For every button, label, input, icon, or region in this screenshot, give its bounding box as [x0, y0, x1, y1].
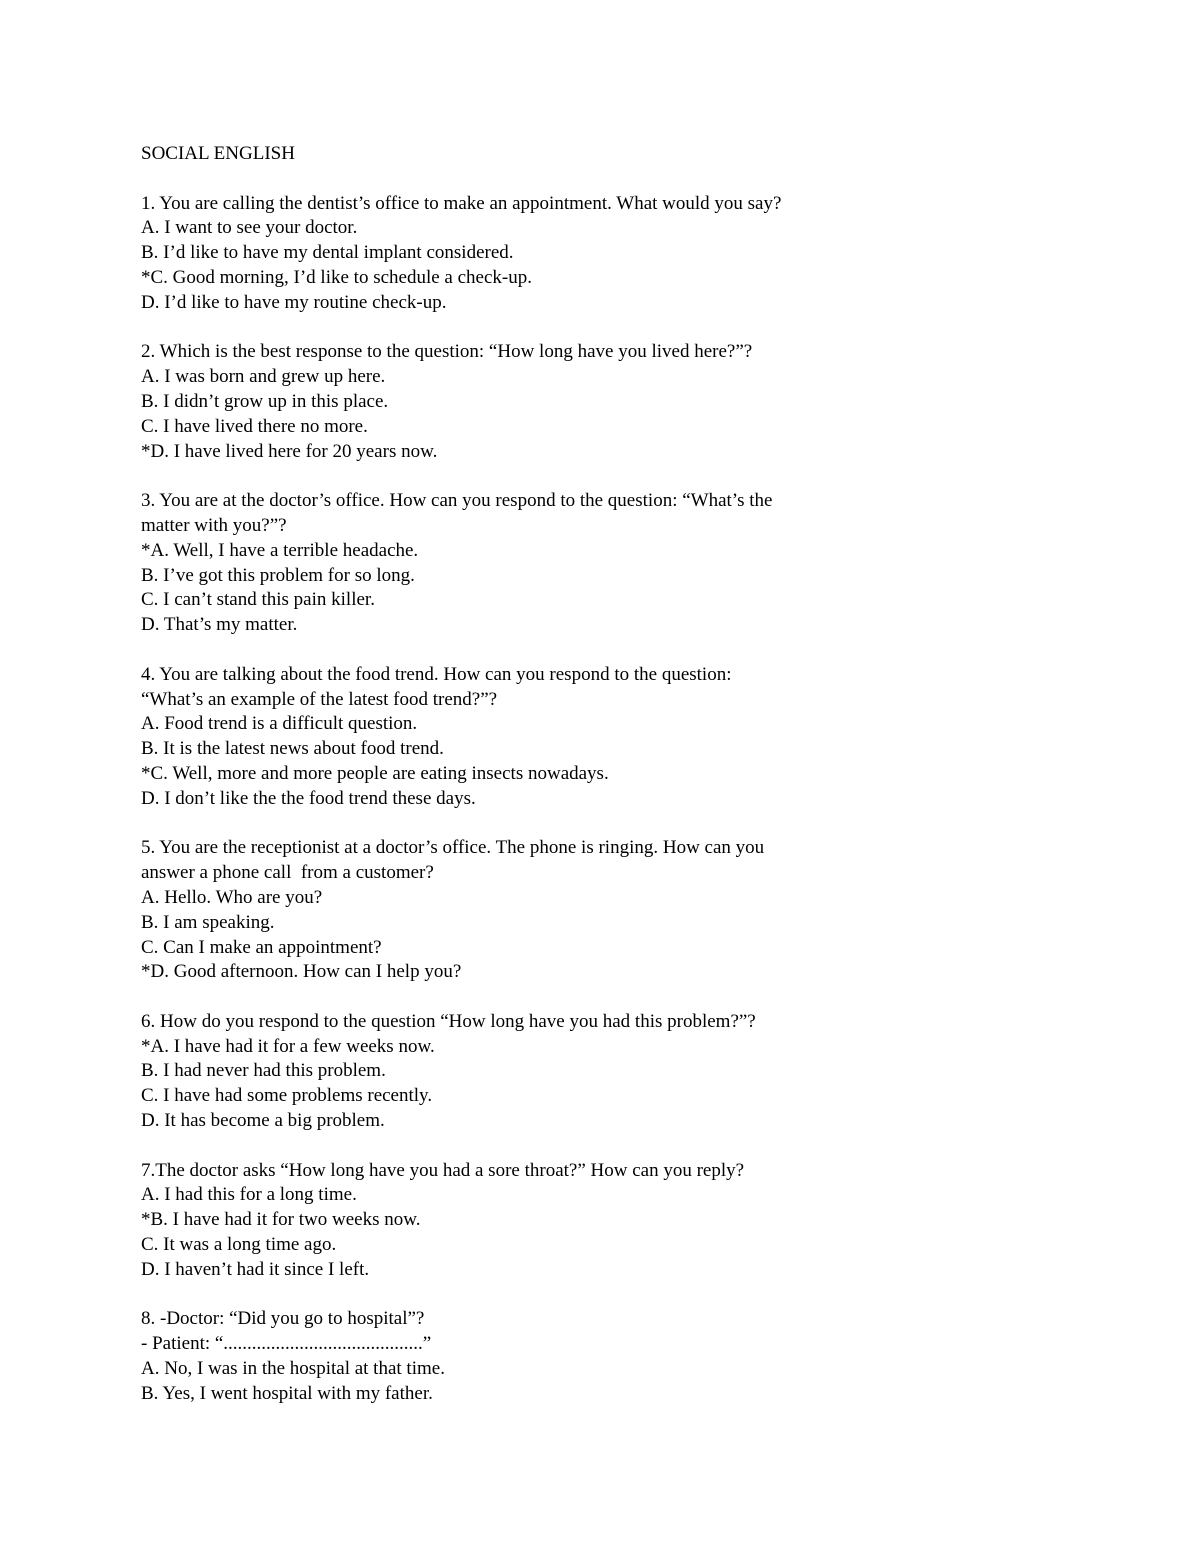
answer-option-correct: *A. Well, I have a terrible headache. — [141, 539, 419, 561]
question-1 — [141, 192, 1081, 316]
answer-option: B. I am speaking. — [141, 911, 275, 933]
answer-option: A. I want to see your doctor. — [141, 217, 358, 239]
question-text: 4. You are talking about the food trend. How can you respond to the question: — [141, 663, 732, 685]
question-5 — [141, 836, 1081, 985]
question-7 — [141, 1159, 1081, 1283]
answer-option: D. It has become a big problem. — [141, 1110, 385, 1132]
answer-option-correct: *C. Well, more and more people are eating insects nowadays. — [141, 762, 609, 784]
answer-option: D. That’s my matter. — [141, 614, 298, 636]
answer-option: B. I’d like to have my dental implant considered. — [141, 242, 514, 264]
answer-option-correct: *D. I have lived here for 20 years now. — [141, 440, 438, 462]
question-text: 8. -Doctor: “Did you go to hospital”? — [141, 1308, 425, 1330]
question-text: 2. Which is the best response to the question: “How long have you lived here?”? — [141, 341, 753, 363]
question-text-continued: - Patient: “..........................................” — [141, 1333, 432, 1355]
answer-option: C. I can’t stand this pain killer. — [141, 589, 375, 611]
question-text: 6. How do you respond to the question “How long have you had this problem?”? — [141, 1010, 756, 1032]
answer-option-correct: *A. I have had it for a few weeks now. — [141, 1035, 435, 1057]
question-text: 5. You are the receptionist at a doctor’s office. The phone is ringing. How can you — [141, 837, 765, 859]
answer-option: A. Hello. Who are you? — [141, 886, 323, 908]
answer-option: A. No, I was in the hospital at that time. — [141, 1358, 445, 1380]
question-8 — [141, 1307, 1081, 1406]
question-4 — [141, 663, 1081, 812]
document-title: SOCIAL ENGLISH — [141, 143, 295, 164]
answer-option: A. I had this for a long time. — [141, 1184, 357, 1206]
question-text-continued: “What’s an example of the latest food trend?”? — [141, 688, 498, 710]
answer-option: C. It was a long time ago. — [141, 1234, 337, 1256]
answer-option: B. It is the latest news about food trend. — [141, 738, 444, 760]
answer-option: D. I’d like to have my routine check-up. — [141, 291, 447, 313]
question-text: 7.The doctor asks “How long have you had a sore throat?” How can you reply? — [141, 1159, 745, 1181]
answer-option: A. I was born and grew up here. — [141, 366, 386, 388]
answer-option: C. Can I make an appointment? — [141, 936, 382, 958]
question-3 — [141, 489, 1081, 638]
question-6 — [141, 1010, 1081, 1134]
answer-option: C. I have lived there no more. — [141, 415, 368, 437]
answer-option: A. Food trend is a difficult question. — [141, 713, 418, 735]
answer-option: C. I have had some problems recently. — [141, 1085, 433, 1107]
answer-option-correct: *B. I have had it for two weeks now. — [141, 1209, 421, 1231]
question-text-continued: answer a phone call from a customer? — [141, 862, 434, 884]
document-page — [141, 142, 1081, 1431]
answer-option: B. I didn’t grow up in this place. — [141, 390, 389, 412]
answer-option: B. I’ve got this problem for so long. — [141, 564, 415, 586]
answer-option: D. I don’t like the the food trend these days. — [141, 787, 476, 809]
question-text-continued: matter with you?”? — [141, 514, 287, 536]
answer-option: B. I had never had this problem. — [141, 1060, 386, 1082]
answer-option: B. Yes, I went hospital with my father. — [141, 1382, 433, 1404]
answer-option: D. I haven’t had it since I left. — [141, 1258, 370, 1280]
question-text: 1. You are calling the dentist’s office to make an appointment. What would you say? — [141, 192, 782, 214]
answer-option-correct: *D. Good afternoon. How can I help you? — [141, 961, 462, 983]
answer-option-correct: *C. Good morning, I’d like to schedule a check-up. — [141, 266, 532, 288]
question-2 — [141, 340, 1081, 464]
question-text: 3. You are at the doctor’s office. How can you respond to the question: “What’s the — [141, 490, 773, 512]
